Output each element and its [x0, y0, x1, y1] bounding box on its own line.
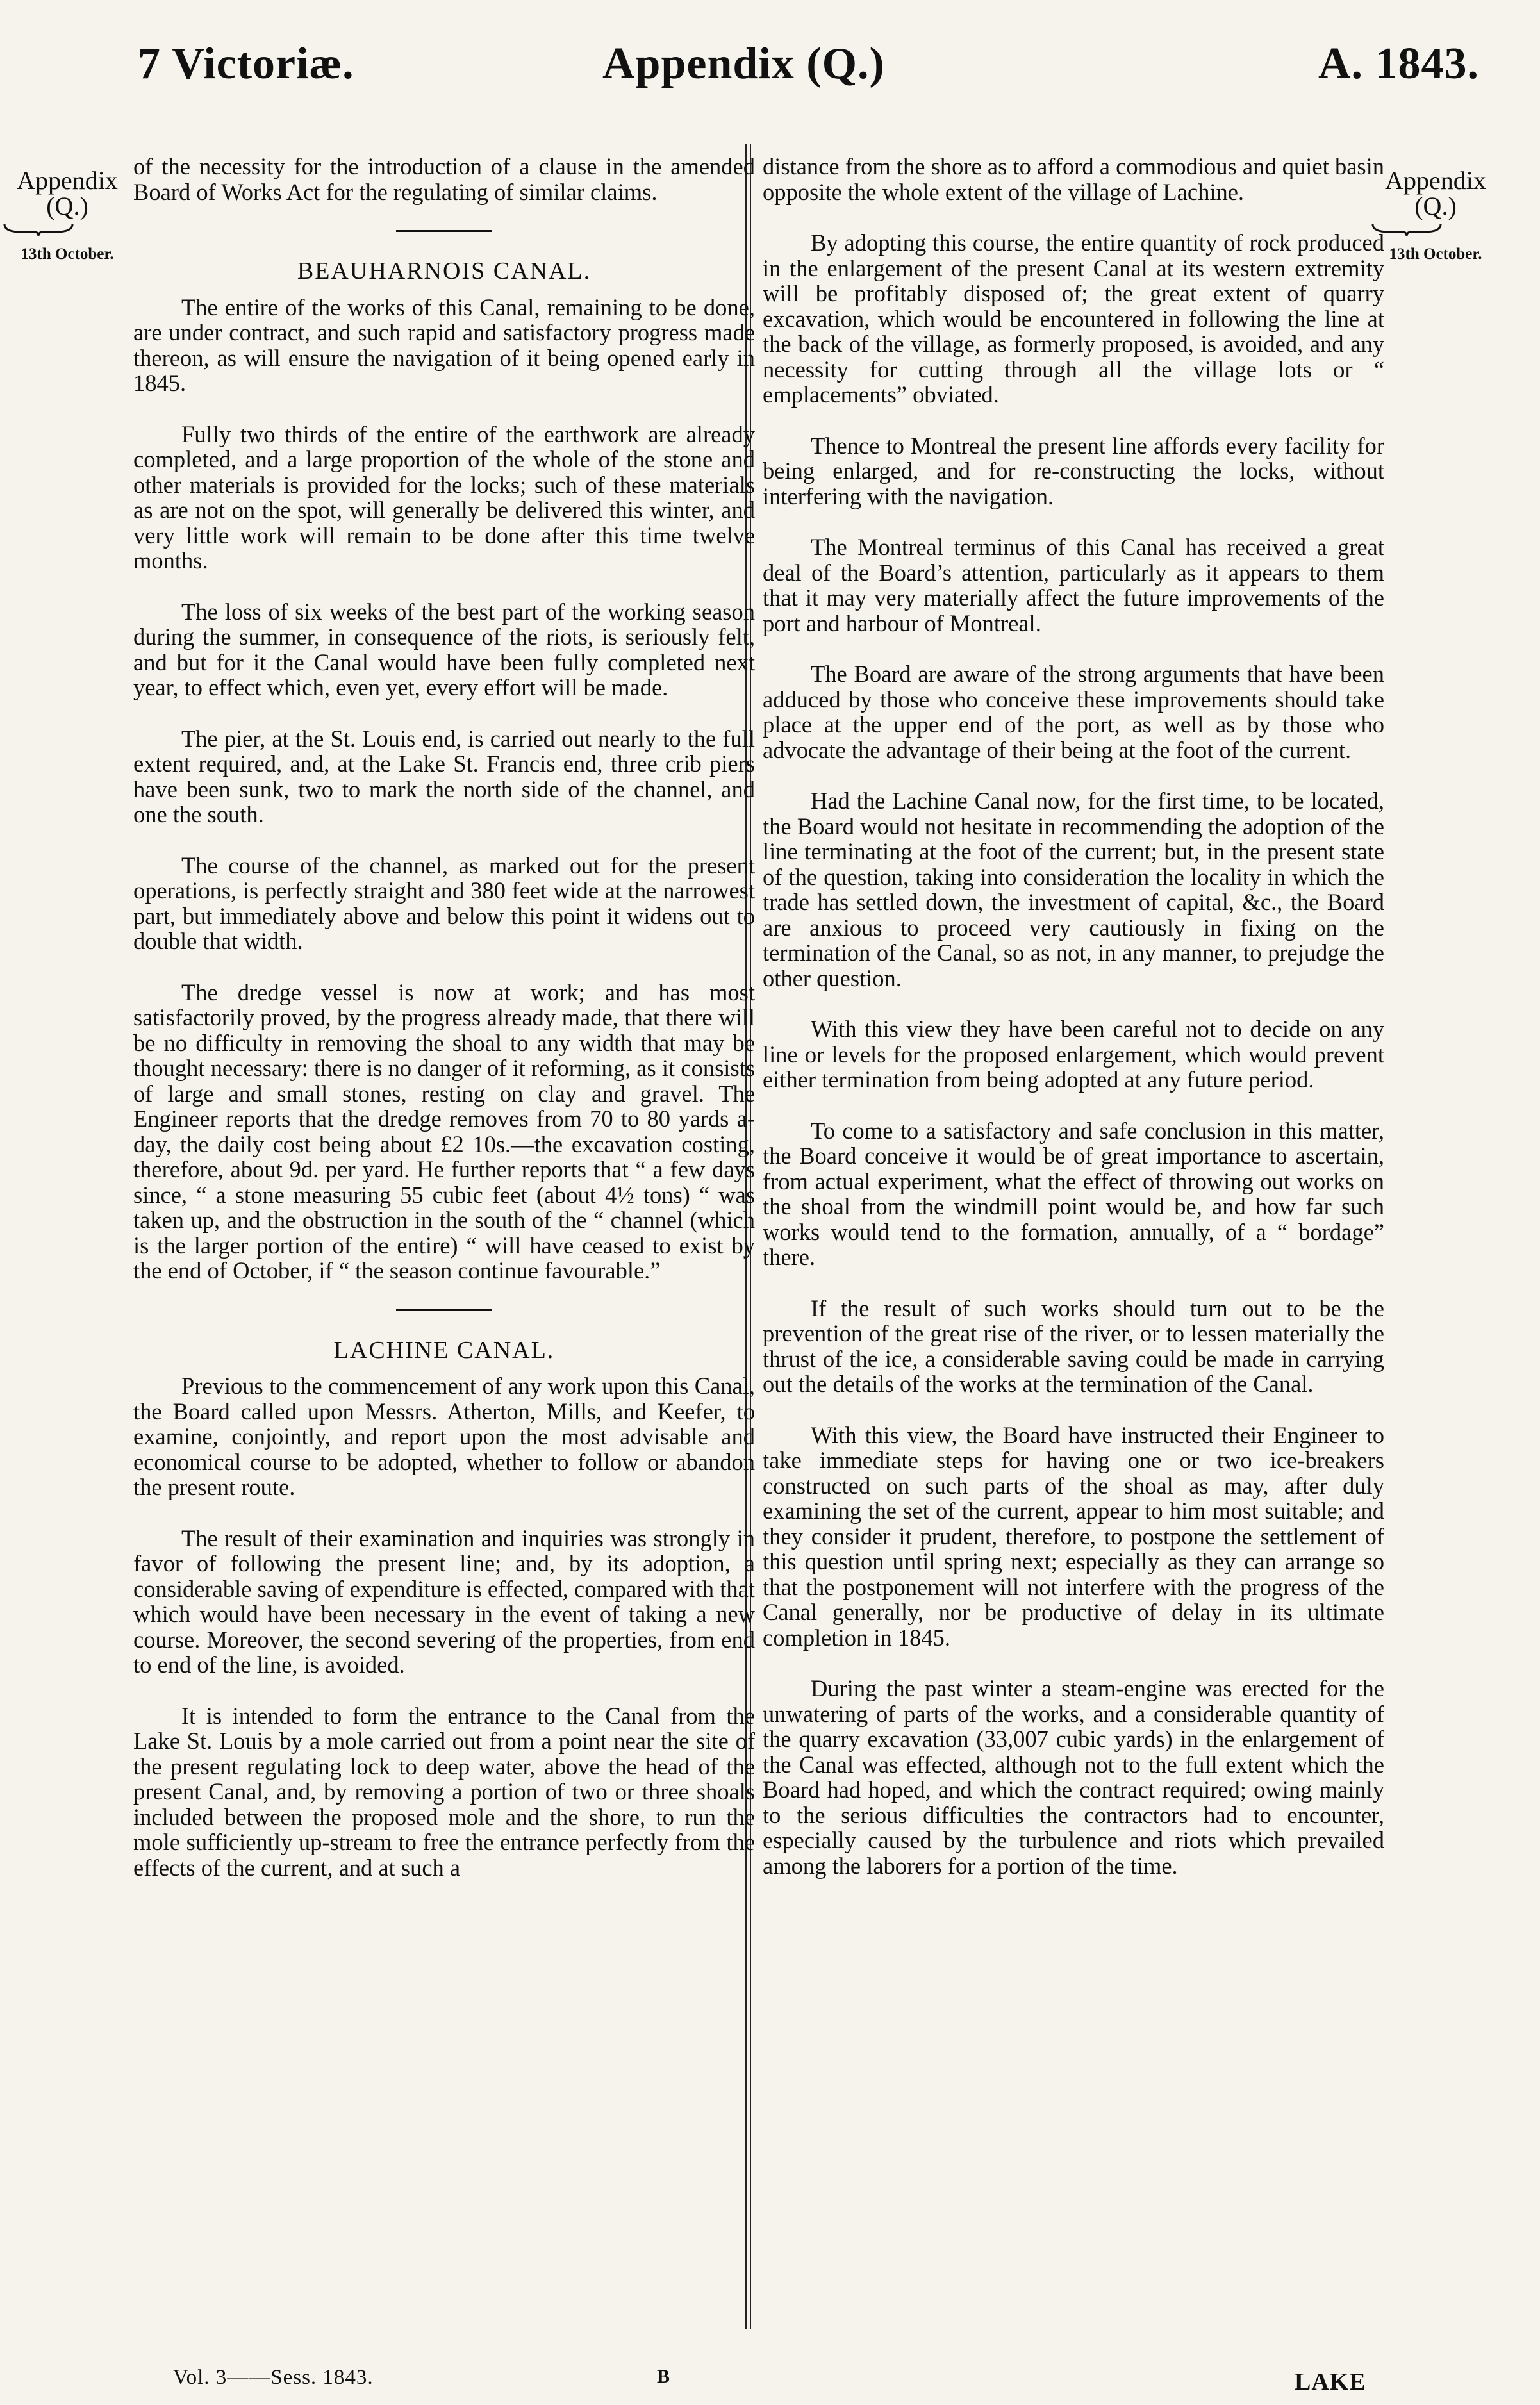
paragraph: With this view, the Board have instructed their Engineer to take immediate steps for having one or two ice-breakers constructed on such parts of the shoal as may, after duly examining the set of the current, appear to him most suitable; and they consider it prudent, therefore, to postpone the settlement of this question until spring next; especially as they can arrange so that the postponement will not interfere with the progress of the Canal generally, nor be productive of delay in its ultimate completion in 1845.	[763, 1421, 1384, 1651]
paragraph: The dredge vessel is now at work; and has most satisfactorily proved, by the progress already made, that there will be no difficulty in removing the shoal to any width that may be thought necessary: there is no danger of it reforming, as it consists of large and small stones, resting on clay and gravel. The Engineer reports that the dredge removes from 70 to 80 yards a-day, the daily cost being about £2 10s.—the excavation costing, therefore, about 9d. per yard. He further reports that “ a few days since, “ a stone measuring 55 cubic feet (about 4½ tons) “ was taken up, and the obstruction in the south of the “ channel (which is the larger portion of the entire) “ will have ceased to exist by the end of October, if “ the season continue favourable.”	[133, 979, 755, 1284]
header-session: 7 Victoriæ.	[138, 39, 354, 88]
brace-icon	[3, 223, 74, 237]
paragraph: The result of their examination and inquiries was strongly in favor of following the present line; and, by its adoption, a considerable saving of expenditure is effected, compared with that which would have been necessary in the event of taking a new course. Moreover, the second severing of the properties, from end to end of the line, is avoided.	[133, 1525, 755, 1678]
margin-note-title: Appendix	[17, 166, 118, 195]
section-heading-lachine: LACHINE CANAL.	[333, 1336, 555, 1364]
paragraph: The Montreal terminus of this Canal has received a great deal of the Board’s attention, particularly as it appears to them that it may very materially affect the future improvements of the port and harbour of Montreal.	[763, 534, 1384, 636]
paragraph: Previous to the commencement of any work upon this Canal, the Board called upon Messrs. Atherton, Mills, and Keefer, to examine, conjointly, and report upon the most advisable and economical course to be adopted, whether to follow or abandon the present route.	[133, 1373, 755, 1500]
paragraph: It is intended to form the entrance to the Canal from the Lake St. Louis by a mole carried out from a point near the site of the present regulating lock to deep water, above the head of the present Canal, and, by removing a portion of two or three shoals included between the proposed mole and the shore, to run the mole sufficiently up-stream to free the entrance perfectly from the effects of the current, and at such a	[133, 1702, 755, 1881]
paragraph: If the result of such works should turn out to be the prevention of the great rise of the river, or to lessen materially the thrust of the ice, a considerable saving could be made in carrying out the details of the works at the termination of the Canal.	[763, 1294, 1384, 1397]
margin-note-title: Appendix	[1385, 166, 1486, 195]
paragraph: The pier, at the St. Louis end, is carried out nearly to the full extent required, and, at the Lake St. Francis end, three crib piers have been sunk, two to mark the north side of the channel, and one the south.	[133, 725, 755, 827]
paragraph: The loss of six weeks of the best part of the working season during the summer, in consequence of the riots, is seriously felt, and but for it the Canal would have been fully completed next year, to effect which, even yet, every effort will be made.	[133, 598, 755, 700]
margin-note-sub: (Q.)	[1414, 192, 1457, 220]
paragraph: The Board are aware of the strong arguments that have been adduced by those who conceive these improvements should take place at the upper end of the port, as well as by those who advocate the advantage of their being at the foot of the current.	[763, 661, 1384, 763]
page-header	[0, 38, 1540, 109]
margin-note-date: 13th October.	[21, 245, 114, 263]
section-separator	[396, 1309, 492, 1311]
margin-note-left	[3, 168, 131, 262]
header-appendix: Appendix (Q.)	[602, 39, 885, 88]
paragraph: The entire of the works of this Canal, remaining to be done, are under contract, and such rapid and satisfactory progress made thereon, as will ensure the navigation of it being opened early in 1845.	[133, 293, 755, 396]
paragraph: By adopting this course, the entire quantity of rock produced in the enlargement of the present Canal at its western extremity will be profitably disposed of; the great extent of quarry excavation, which would be encountered in following the line at the back of the village, as formerly proposed, is avoided, and any necessity for cutting through all the village lots or “ emplacements” obviated.	[763, 229, 1384, 408]
paragraph: The course of the channel, as marked out for the present operations, is perfectly straight and 380 feet wide at the narrowest part, but immediately above and below this point it widens out to double that width.	[133, 852, 755, 954]
margin-note-date: 13th October.	[1389, 245, 1482, 263]
left-column	[133, 154, 755, 1906]
margin-note-sub: (Q.)	[46, 192, 88, 220]
footer-catchword: LAKE	[1295, 2368, 1366, 2395]
footer-volume: Vol. 3——Sess. 1843.	[173, 2366, 374, 2389]
paragraph: of the necessity for the introduction of a clause in the amended Board of Works Act for the regulating of similar claims.	[133, 153, 755, 205]
margin-note-right	[1371, 168, 1500, 262]
paragraph: Fully two thirds of the entire of the earthwork are already completed, and a large proportion of the whole of the stone and other materials is provided for the locks; such of these materials as are not on the spot, will generally be delivered this winter, and very little work will remain to be done after this time twelve months.	[133, 420, 755, 574]
paragraph: Had the Lachine Canal now, for the first time, to be located, the Board would not hesitate in recommending the adoption of the line terminating at the foot of the current; but, in the present state of the question, taking into consideration the locality in which the trade has settled down, the investment of capital, &c., the Board are anxious to proceed very cautiously in fixing on the termination of the Canal, so as not, in any manner, to prejudge the other question.	[763, 788, 1384, 991]
paragraph: Thence to Montreal the present line affords every facility for being enlarged, and for re-constructing the locks, without interfering with the navigation.	[763, 432, 1384, 509]
right-column	[763, 154, 1384, 1904]
section-heading-beauharnois: BEAUHARNOIS CANAL.	[297, 258, 592, 285]
section-separator	[396, 230, 492, 232]
footer-signature: B	[657, 2366, 670, 2387]
header-year: A. 1843.	[1318, 39, 1479, 88]
paragraph: To come to a satisfactory and safe conclusion in this matter, the Board conceive it would be of great importance to ascertain, from actual experiment, what the effect of throwing out works on the shoal from the windmill point would be, and how far such works would tend to the formation, annually, of a “ bordage” there.	[763, 1117, 1384, 1270]
paragraph: With this view they have been careful not to decide on any line or levels for the proposed enlargement, which would prevent either termination from being adopted at any future period.	[763, 1016, 1384, 1093]
paragraph: distance from the shore as to afford a commodious and quiet basin opposite the whole extent of the village of Lachine.	[763, 153, 1384, 205]
paragraph: During the past winter a steam-engine was erected for the unwatering of parts of the works, and a considerable quantity of the quarry excavation (33,007 cubic yards) in the enlargement of the Canal was effected, although not to the full extent which the Board had hoped, and which the contract required; owing mainly to the serious difficulties the contractors had to encounter, especially caused by the turbulence and riots which prevailed among the laborers for a portion of the time.	[763, 1675, 1384, 1879]
